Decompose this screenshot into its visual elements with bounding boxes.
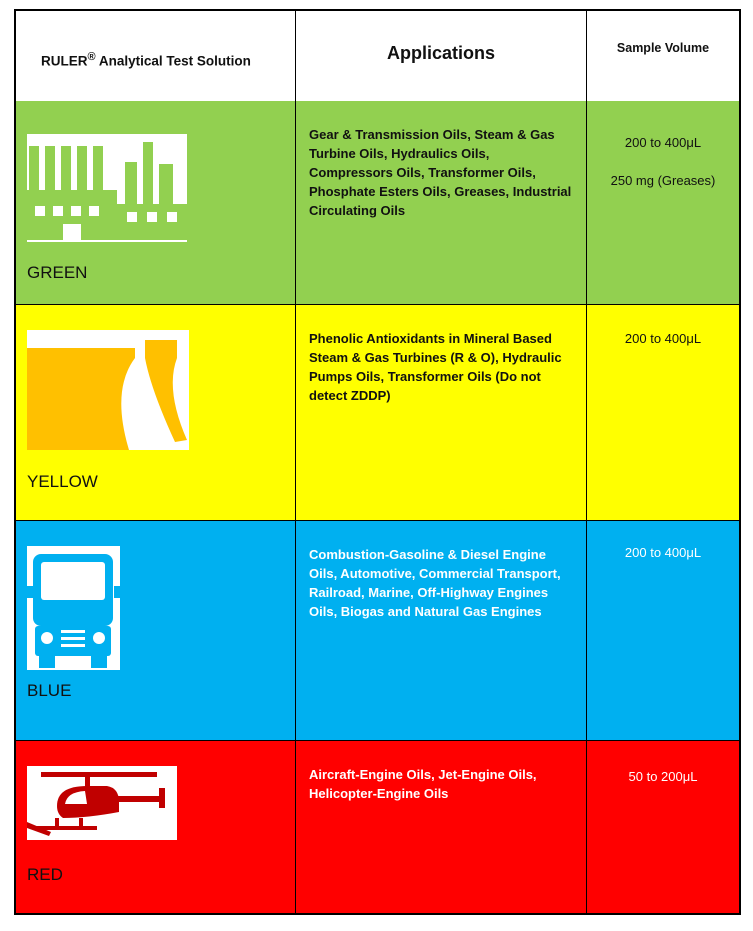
table-header-row: [16, 11, 739, 102]
cooling-tower-icon: [27, 330, 189, 450]
sample-volume-value: 200 to 400μL: [624, 545, 702, 560]
header-applications-title: Applications: [386, 43, 495, 63]
truck-icon: [27, 546, 120, 670]
solution-cell: [16, 305, 296, 520]
solution-cell: [16, 101, 296, 304]
table-row-blue: [16, 521, 739, 741]
table-row-yellow: [16, 305, 739, 521]
sample-volume-value: 50 to 200μL: [628, 769, 698, 784]
applications-text: Gear & Transmission Oils, Steam & Gas Turbine Oils, Hydraulics Oils, Compressors Oils, Transformer Oils, Phosphate Esters Oils, Greases, Industrial Circulating Oils: [309, 127, 572, 218]
header-solution-title: RULER® Analytical Test Solution: [41, 51, 251, 69]
industrial-plant-icon: [27, 134, 187, 242]
applications-text: Phenolic Antioxidants in Mineral Based Steam & Gas Turbines (R & O), Hydraulic Pumps Oils, Transformer Oils (Do not detect ZDDP): [309, 331, 562, 403]
sample-volume-value: 200 to 400μL: [624, 135, 702, 150]
header-applications-cell: [296, 11, 587, 101]
sample-volume-grease: 250 mg (Greases): [610, 173, 716, 188]
ruler-solutions-table: [14, 9, 741, 915]
applications-cell: [296, 521, 587, 740]
applications-cell: [296, 741, 587, 913]
sample-volume-value: 200 to 400μL: [624, 331, 702, 346]
volume-cell: [587, 101, 739, 304]
helicopter-icon: [27, 766, 177, 840]
solution-label: GREEN: [27, 263, 88, 282]
solution-label: YELLOW: [27, 472, 98, 491]
header-solution-cell: [16, 11, 296, 101]
solution-cell: [16, 741, 296, 913]
solution-label: BLUE: [27, 681, 72, 700]
header-volume-title: Sample Volume: [616, 41, 710, 55]
header-volume-cell: [587, 11, 739, 101]
applications-text: Aircraft-Engine Oils, Jet-Engine Oils, Helicopter-Engine Oils: [309, 767, 537, 801]
table-row-green: [16, 101, 739, 305]
volume-cell: [587, 521, 739, 740]
applications-text: Combustion-Gasoline & Diesel Engine Oils, Automotive, Commercial Transport, Railroad, Marine, Off-Highway Engines Oils, Biogas and Natural Gas Engines: [309, 547, 561, 619]
applications-cell: [296, 305, 587, 520]
table-row-red: [16, 741, 739, 913]
volume-cell: [587, 305, 739, 520]
volume-cell: [587, 741, 739, 913]
solution-label: RED: [27, 865, 63, 884]
applications-cell: [296, 101, 587, 304]
solution-cell: [16, 521, 296, 740]
